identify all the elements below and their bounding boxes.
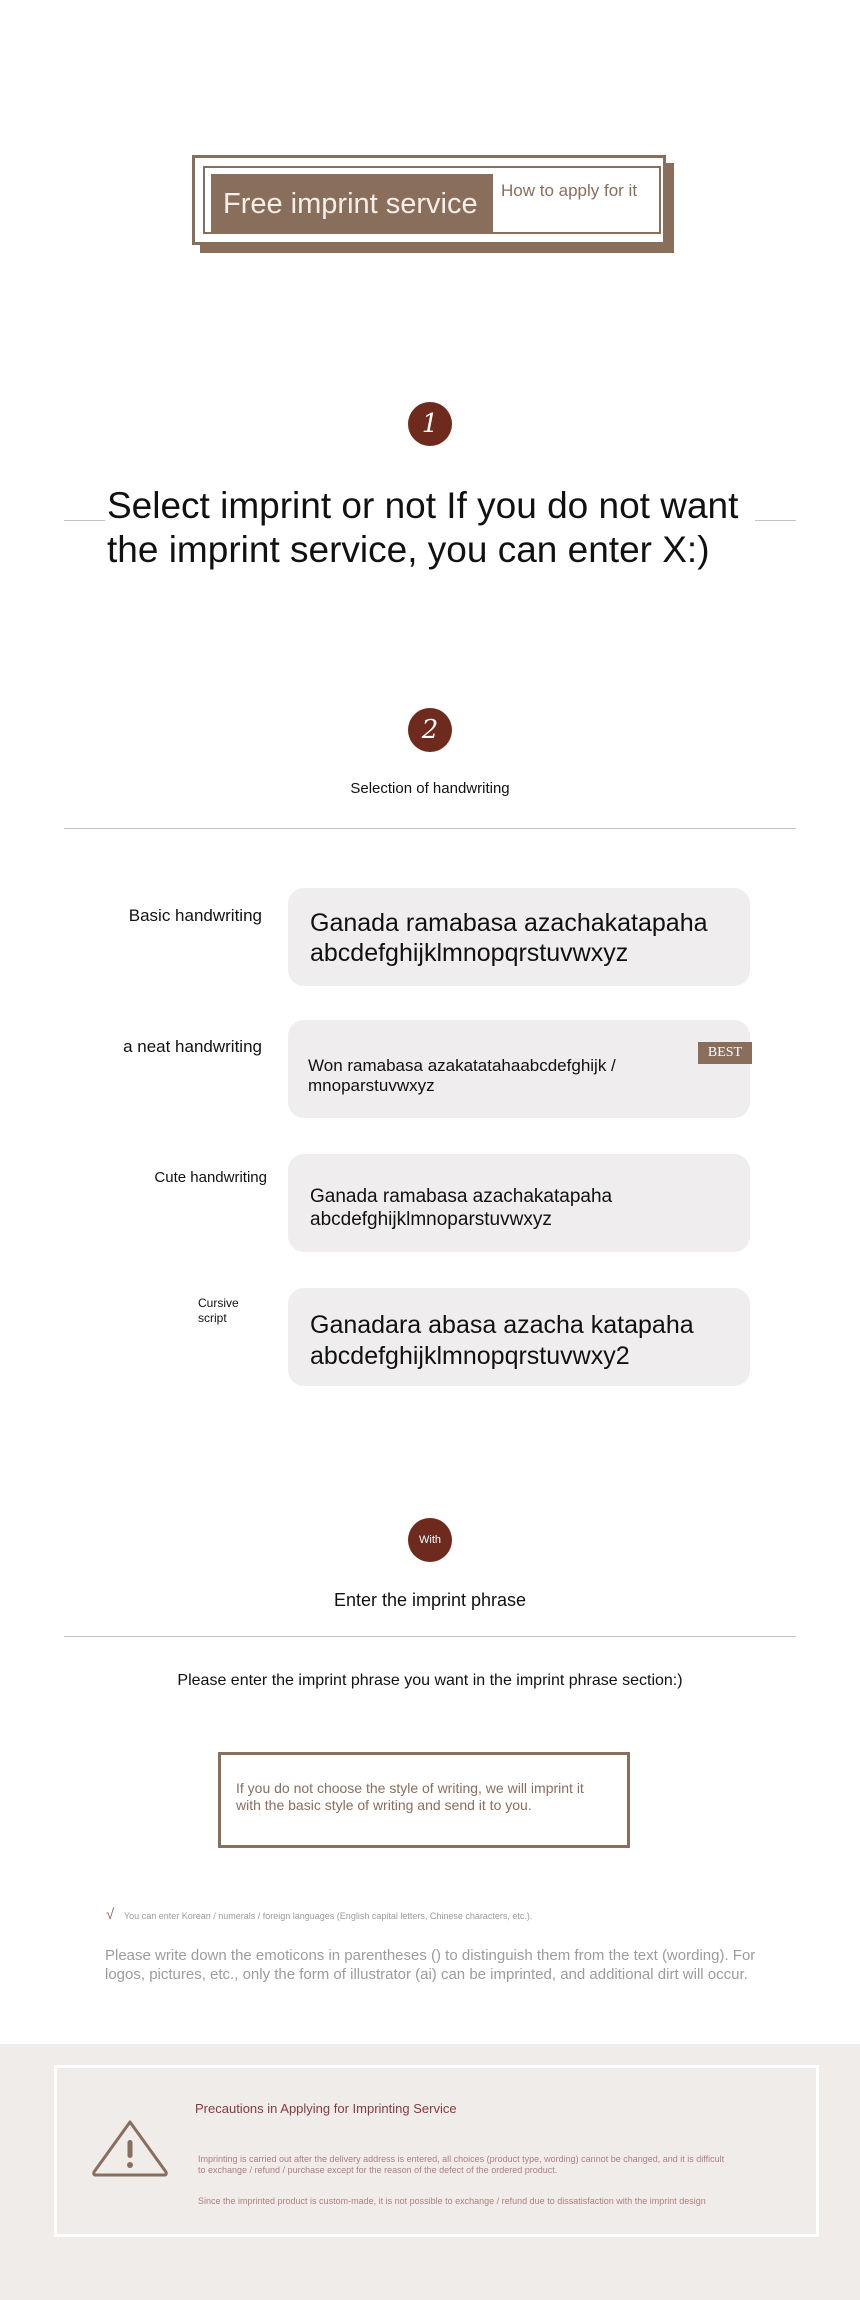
step-3-title: Enter the imprint phrase [333,1590,527,1610]
handwriting-sample-line: abcdefghijklmnoparstuvwxyz [310,1209,552,1230]
handwriting-label-neat: a neat handwriting [123,1037,262,1056]
divider [64,828,796,829]
step-3-badge: With [408,1518,452,1562]
handwriting-label-cute: Cute handwriting [154,1169,267,1186]
precautions-title: Precautions in Applying for Imprinting Service [195,2101,457,2116]
step-1-heading: Select imprint or not If you do not want the imprint service, you can enter X:) [105,484,755,572]
handwriting-sample-line: Ganada ramabasa azachakatapaha [310,1186,613,1207]
language-note: You can enter Korean / numerals / foreign languages (English capital letters, Chinese characters, etc.). [124,1911,533,1921]
default-style-notice-text: If you do not choose the style of writing, we will imprint it with the basic style of writing and send it to you. [236,1780,584,1813]
header-banner [192,155,666,245]
step-3-instruction: Please enter the imprint phrase you want in the imprint phrase section:) [177,1672,683,1689]
handwriting-option-neat[interactable] [288,1020,750,1118]
handwriting-sample-line: Ganadara abasa azacha katapaha [310,1311,694,1339]
best-badge: BEST [698,1042,752,1064]
handwriting-sample-line: mnoparstuvwxyz [308,1076,435,1095]
handwriting-label-basic: Basic handwriting [128,906,262,925]
step-2-badge: 2 [408,708,452,752]
handwriting-label-cursive: Cursive script [198,1296,239,1325]
handwriting-sample-line: Ganada ramabasa azachakatapaha [310,909,708,937]
handwriting-sample-line: abcdefghijklmnopqrstuvwxyz [310,939,629,967]
step-1-badge: 1 [408,402,452,446]
banner-title: Free imprint service [211,174,493,234]
handwriting-option-cursive[interactable] [288,1288,750,1386]
precaution-item-2: Since the imprinted product is custom-made, it is not possible to exchange / refund due to dissatisfaction with the imprint design [198,2196,706,2206]
step-2-title: Selection of handwriting [350,780,510,797]
emoticon-note: Please write down the emoticons in parentheses () to distinguish them from the text (wording). For logos, pictures, etc., only the form of illustrator (ai) can be imprinted, and additional dirt will occur. [105,1947,756,1983]
banner-subtitle: How to apply for it [501,181,638,200]
precaution-item-1: Imprinting is carried out after the delivery address is entered, all choices (product type, wording) cannot be changed, and it is difficult to exchange / refund / purchase except for the reason of the defect of the ordered product. [198,2154,725,2175]
handwriting-option-cute[interactable] [288,1154,750,1252]
handwriting-sample-line: Won ramabasa azakatatahaabcdefghijk / [308,1056,616,1075]
default-style-notice [218,1752,630,1848]
handwriting-sample-line: abcdefghijklmnopqrstuvwxy2 [310,1342,630,1370]
check-icon: √ [106,1906,115,1923]
handwriting-option-basic[interactable] [288,888,750,986]
divider [64,1636,796,1637]
warning-triangle-icon [88,2118,172,2180]
